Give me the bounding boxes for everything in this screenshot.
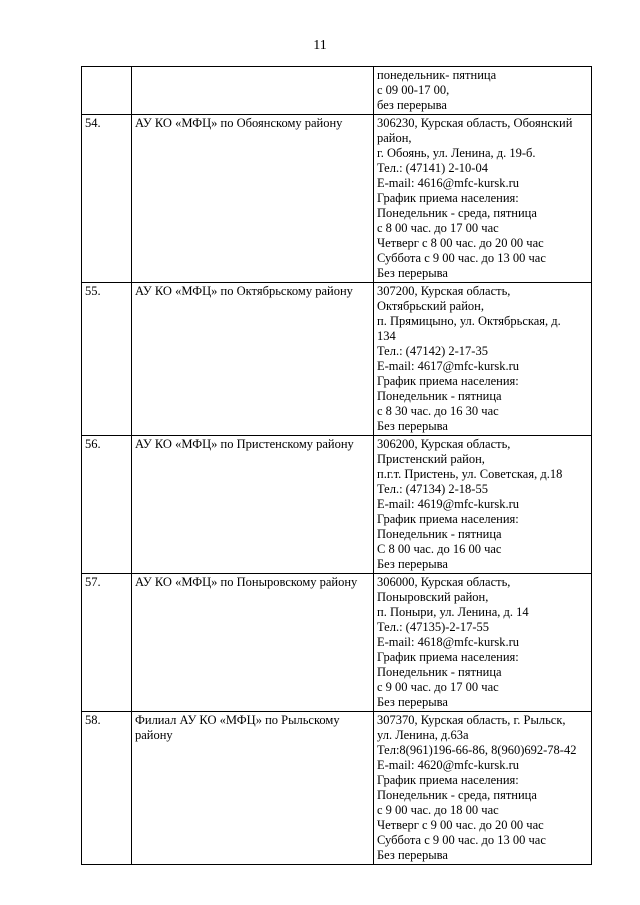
info-line: район, [377,131,412,145]
office-contact-info [374,436,592,574]
info-line: 307370, Курская область, г. Рыльск, [377,713,566,727]
info-line: Суббота с 9 00 час. до 13 00 час [377,251,546,265]
table-row [82,574,592,712]
info-line: 306230, Курская область, Обоянский [377,116,573,130]
info-line: Тел.: (47142) 2-17-35 [377,344,488,358]
row-number: 56. [82,436,132,574]
info-line: Октябрьский район, [377,299,484,313]
info-line: с 8 00 час. до 17 00 час [377,221,499,235]
offices-table-body [82,67,592,865]
info-line: п.г.т. Пристень, ул. Советская, д.18 [377,467,563,481]
page-number: 11 [313,38,327,53]
info-line: 306200, Курская область, [377,437,511,451]
info-line: г. Обоянь, ул. Ленина, д. 19-б. [377,146,536,160]
info-line: Пристенский район, [377,452,485,466]
info-line: 307200, Курская область, [377,284,511,298]
info-line: График приема населения: [377,374,519,388]
info-line: Без перерыва [377,419,448,433]
office-name: АУ КО «МФЦ» по Обоянскому району [132,115,374,283]
info-line: ул. Ленина, д.63а [377,728,469,742]
info-line: Понедельник - пятница [377,389,502,403]
office-name: АУ КО «МФЦ» по Пристенскому району [132,436,374,574]
info-line: п. Прямицыно, ул. Октябрьская, д. [377,314,561,328]
info-line: 134 [377,329,396,343]
info-line: Понедельник - пятница [377,665,502,679]
info-line: График приема населения: [377,773,519,787]
info-line: Тел:8(961)196-66-86, 8(960)692-78-42 [377,743,577,757]
info-line: Тел.: (47141) 2-10-04 [377,161,488,175]
info-line: Тел.: (47134) 2-18-55 [377,482,488,496]
office-contact-info [374,115,592,283]
info-line: Понедельник - пятница [377,527,502,541]
info-line: с 09 00-17 00, [377,83,450,97]
info-line: Тел.: (47135)-2-17-55 [377,620,489,634]
row-number: 58. [82,712,132,865]
row-number: 57. [82,574,132,712]
info-line: E-mail: 4619@mfc-kursk.ru [377,497,520,511]
table-row [82,115,592,283]
office-name: АУ КО «МФЦ» по Октябрьскому району [132,283,374,436]
info-line: Понедельник - среда, пятница [377,206,537,220]
table-row [82,436,592,574]
table-row [82,67,592,115]
office-name [132,67,374,115]
info-line: Без перерыва [377,695,448,709]
info-line: Поныровский район, [377,590,489,604]
office-contact-info [374,712,592,865]
info-line: E-mail: 4620@mfc-kursk.ru [377,758,520,772]
info-line: Без перерыва [377,557,448,571]
info-line: Без перерыва [377,266,448,280]
info-line: с 9 00 час. до 18 00 час [377,803,499,817]
office-contact-info [374,67,592,115]
office-contact-info [374,574,592,712]
info-line: 306000, Курская область, [377,575,511,589]
row-number [82,67,132,115]
info-line: с 9 00 час. до 17 00 час [377,680,499,694]
offices-table [81,66,592,865]
info-line: График приема населения: [377,191,519,205]
office-name: АУ КО «МФЦ» по Поныровскому району [132,574,374,712]
info-line: Суббота с 9 00 час. до 13 00 час [377,833,546,847]
info-line: с 8 30 час. до 16 30 час [377,404,499,418]
row-number: 55. [82,283,132,436]
office-contact-info [374,283,592,436]
info-line: График приема населения: [377,512,519,526]
row-number: 54. [82,115,132,283]
info-line: E-mail: 4618@mfc-kursk.ru [377,635,520,649]
info-line: E-mail: 4616@mfc-kursk.ru [377,176,520,190]
info-line: понедельник- пятница [377,68,497,82]
info-line: Понедельник - среда, пятница [377,788,537,802]
info-line: без перерыва [377,98,447,112]
info-line: Без перерыва [377,848,448,862]
info-line: п. Поныри, ул. Ленина, д. 14 [377,605,529,619]
info-line: С 8 00 час. до 16 00 час [377,542,502,556]
info-line: Четверг с 9 00 час. до 20 00 час [377,818,544,832]
info-line: E-mail: 4617@mfc-kursk.ru [377,359,520,373]
info-line: Четверг с 8 00 час. до 20 00 час [377,236,544,250]
info-line: График приема населения: [377,650,519,664]
table-row [82,283,592,436]
office-name: Филиал АУ КО «МФЦ» по Рыльскому району [132,712,374,865]
table-row [82,712,592,865]
